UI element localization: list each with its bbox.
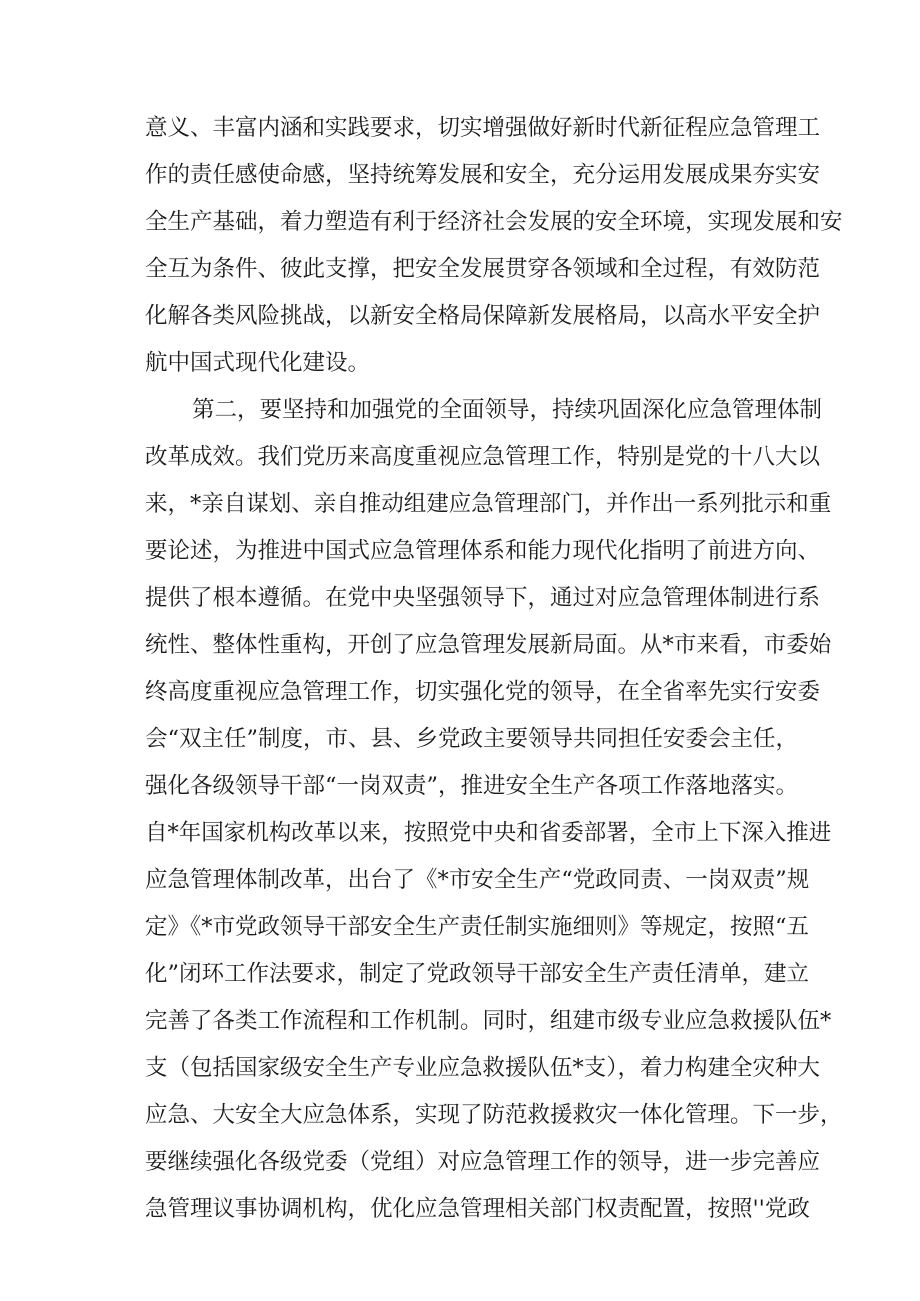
body-text-line: 要继续强化各级党委（党组）对应急管理工作的领导，进一步完善应 [145,1149,821,1175]
body-text-line: 提供了根本遵循。在党中央坚强领导下，通过对应急管理体制进行系 [145,585,821,611]
body-text-line: 全生产基础，着力塑造有利于经济社会发展的安全环境，实现发展和安 [145,209,843,235]
body-text-line: 化”闭环工作法要求，制定了党政领导干部安全生产责任清单，建立 [145,961,810,987]
body-text-line: 应急、大安全大应急体系，实现了防范救援救灾一体化管理。下一步， [145,1102,843,1128]
body-text-line: 会“双主任”制度，市、县、乡党政主要领导共同担任安委会主任， [145,726,799,752]
body-text-line: 应急管理体制改革，出台了《*市安全生产“党政同责、一岗双责”规 [145,867,810,893]
body-text-line: 意义、丰富内涵和实践要求，切实增强做好新时代新征程应急管理工 [145,115,821,141]
body-text-line: 自*年国家机构改革以来，按照党中央和省委部署，全市上下深入推进 [145,820,832,846]
body-text-line: 要论述，为推进中国式应急管理体系和能力现代化指明了前进方向、 [145,538,821,564]
body-text-line: 航中国式现代化建设。 [145,350,371,376]
body-text-line: 来，*亲自谋划、亲自推动组建应急管理部门，并作出一系列批示和重 [145,491,832,517]
body-text-line: 改革成效。我们党历来高度重视应急管理工作，特别是党的十八大以 [145,444,821,470]
body-text-line: 作的责任感使命感，坚持统筹发展和安全，充分运用发展成果夯实安 [145,162,821,188]
body-text-line: 急管理议事协调机构，优化应急管理相关部门权责配置，按照''党政 [145,1196,810,1222]
body-text-line: 强化各级领导干部“一岗双责”，推进安全生产各项工作落地落实。 [145,773,799,799]
body-text-line: 支（包括国家级安全生产专业应急救援队伍*支），着力构建全灾种大 [145,1055,821,1081]
body-text-line: 全互为条件、彼此支撑，把安全发展贯穿各领域和全过程，有效防范 [145,256,821,282]
body-text-line: 化解各类风险挑战，以新安全格局保障新发展格局，以高水平安全护 [145,303,821,329]
body-text-line: 统性、整体性重构，开创了应急管理发展新局面。从*市来看，市委始 [145,632,832,658]
body-text-line: 定》《*市党政领导干部安全生产责任制实施细则》等规定，按照“五 [145,914,810,940]
body-text-line: 终高度重视应急管理工作，切实强化党的领导，在全省率先实行安委 [145,679,821,705]
paragraph-first-line: 第二，要坚持和加强党的全面领导，持续巩固深化应急管理体制 [192,397,823,423]
body-text-line: 完善了各类工作流程和工作机制。同时，组建市级专业应急救援队伍* [145,1008,832,1034]
